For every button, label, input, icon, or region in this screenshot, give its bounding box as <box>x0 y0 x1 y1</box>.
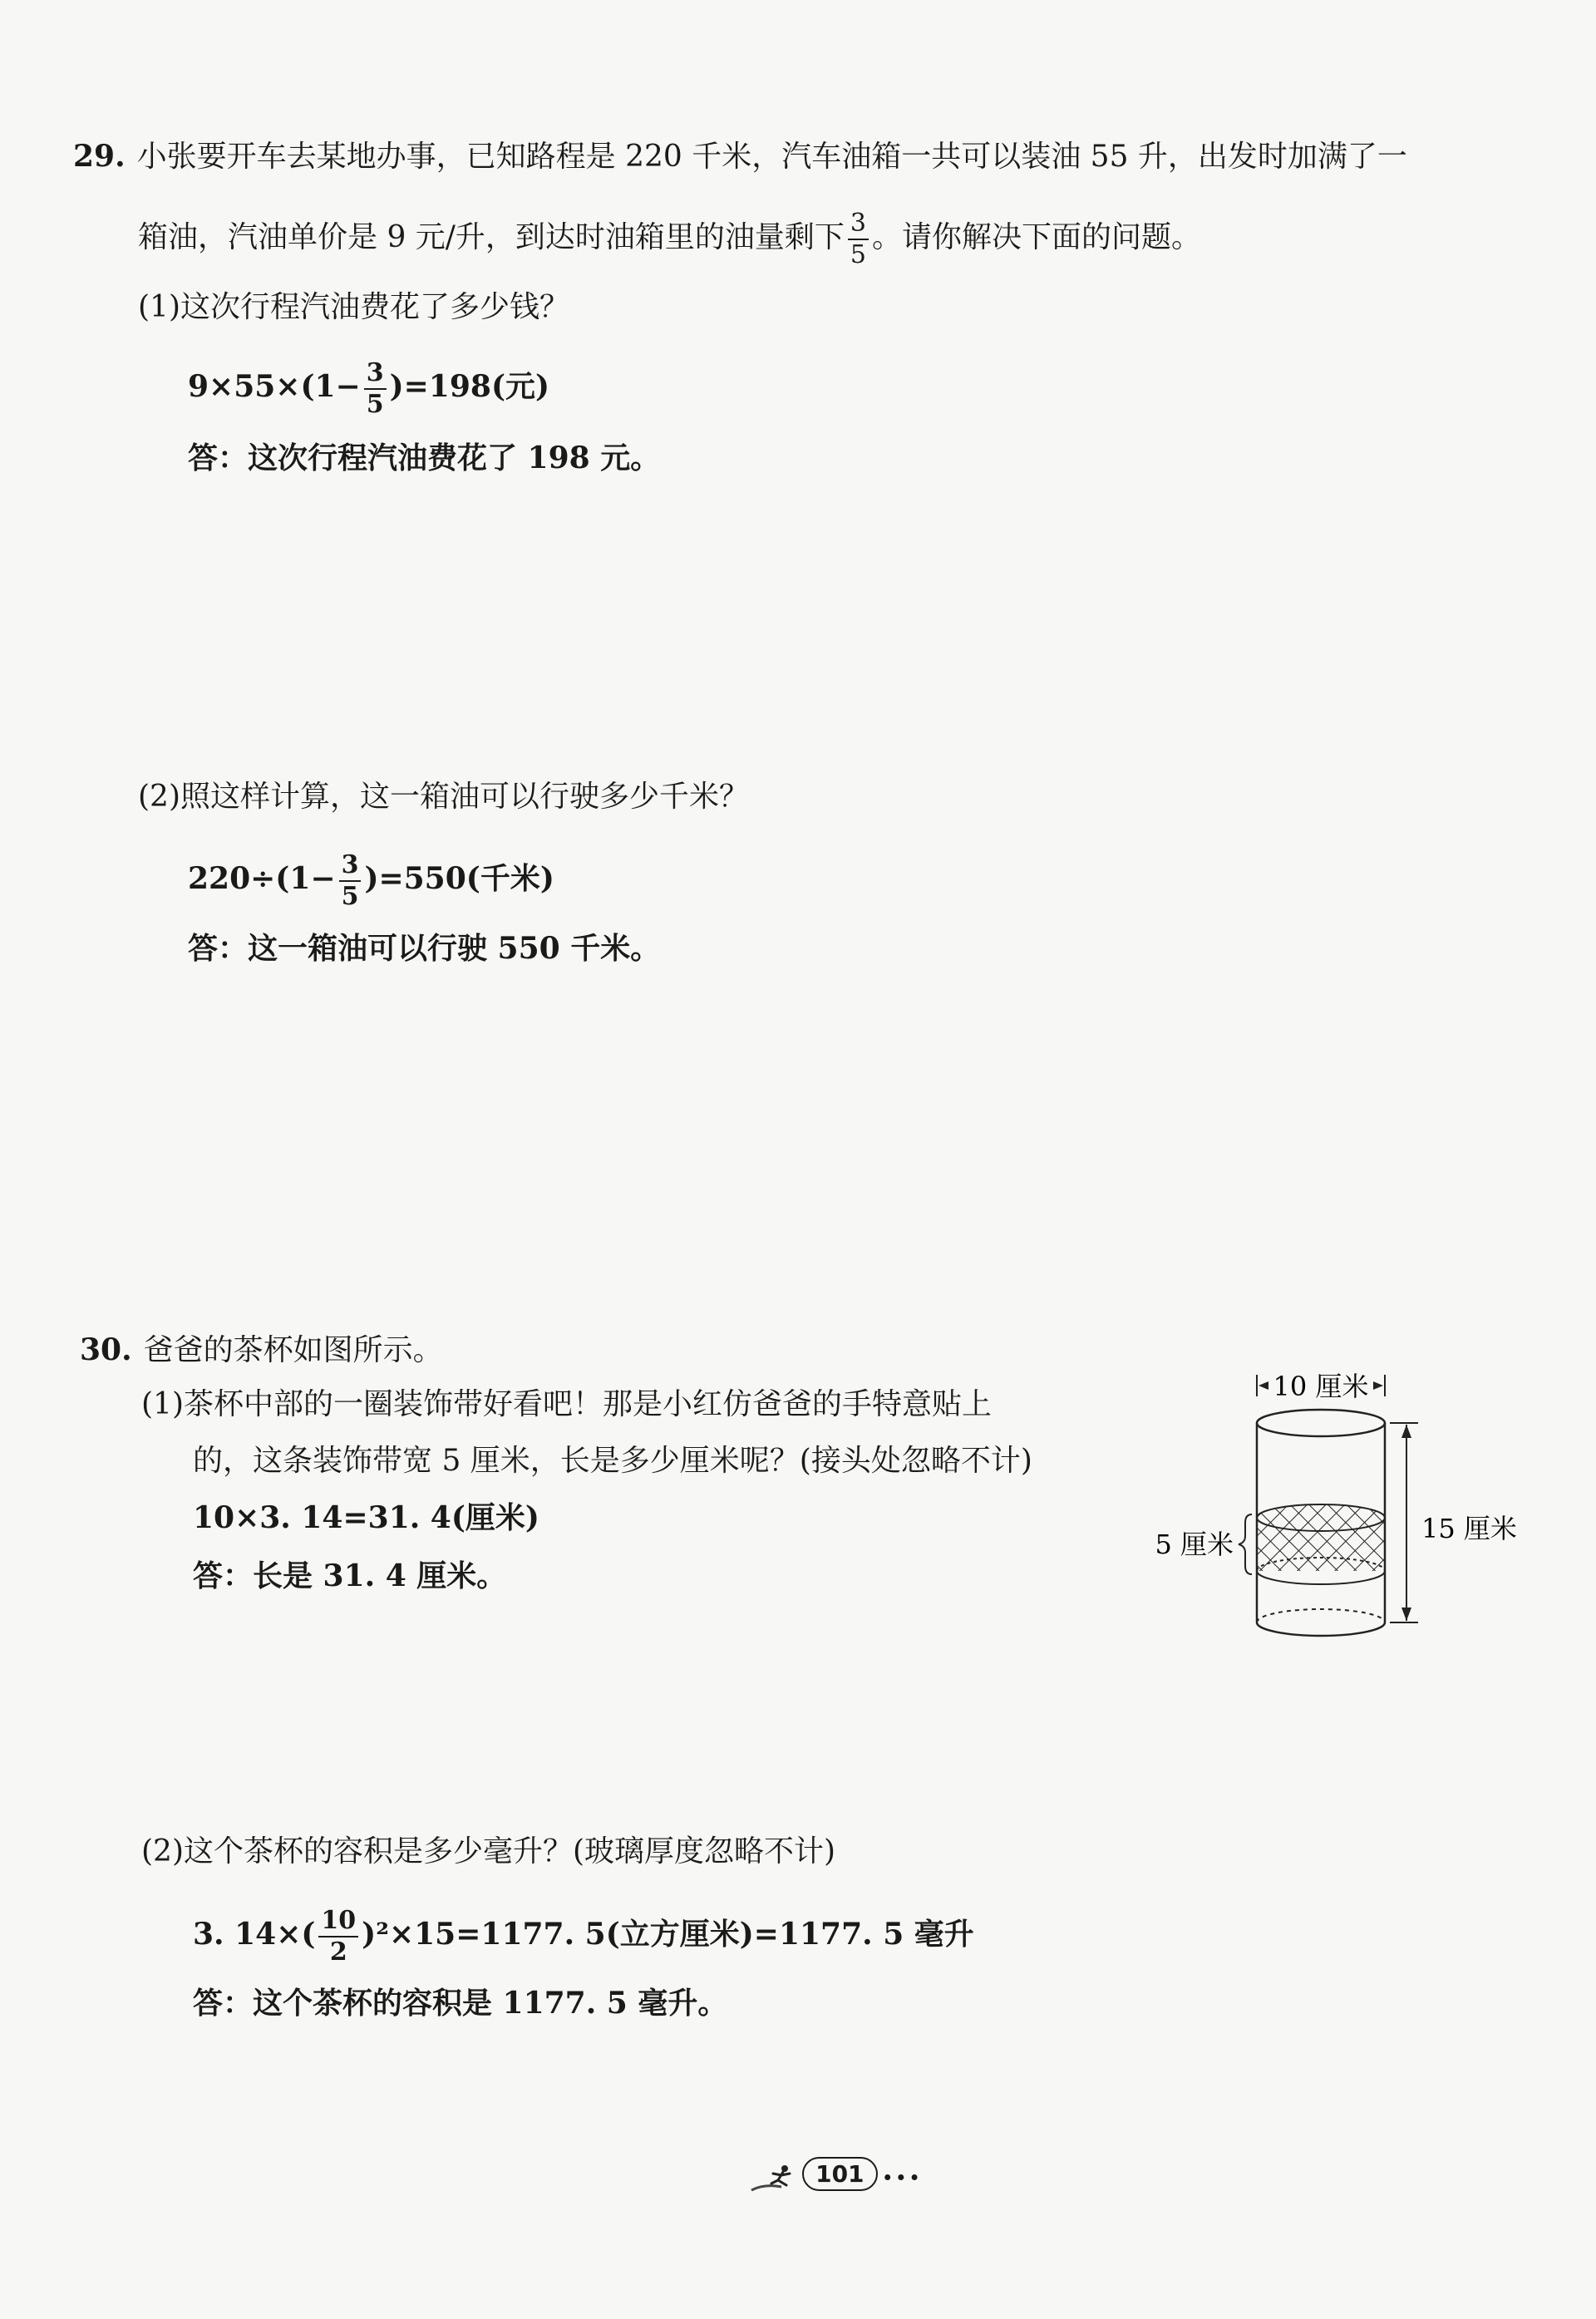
q30-stem-text: 爸爸的茶杯如图所示。 <box>143 1333 443 1367</box>
q29-stem-text3: 。请你解决下面的问题。 <box>872 220 1202 254</box>
band-label: 5 厘米 <box>1155 1529 1234 1560</box>
height-dimension <box>1390 1423 1517 1622</box>
q29-stem-line1 <box>73 136 1407 177</box>
q29-p2-calculation <box>188 850 554 911</box>
q29-number: 29. <box>73 139 126 174</box>
page-number: 101 <box>802 2157 877 2191</box>
fraction-numerator: 3 <box>848 211 869 240</box>
cylinder <box>1257 1410 1385 1636</box>
q29-p1-fraction <box>364 358 387 419</box>
tea-cup-figure <box>1139 1371 1517 1654</box>
q29-p2-question: (2)照这样计算，这一箱油可以行驶多少千米？ <box>138 780 749 814</box>
fraction-denominator: 2 <box>329 1937 347 1967</box>
q30-p2-fraction <box>318 1908 358 1965</box>
q29-p1-calculation <box>188 358 550 419</box>
calc-text: )²×15=1177. 5(立方厘米)=1177. 5 毫升 <box>362 1917 974 1952</box>
dots-decoration: ••• <box>881 2166 923 2190</box>
q29-stem-fraction <box>848 211 869 268</box>
q29-stem-text2: 箱油，汽油单价是 9 元/升，到达时油箱里的油量剩下 <box>138 220 845 254</box>
q30-p1-answer: 答：长是 31. 4 厘米。 <box>193 1558 507 1593</box>
calc-text: 3. 14×( <box>193 1917 316 1952</box>
height-label: 15 厘米 <box>1421 1513 1517 1544</box>
q29-p1-answer: 答：这次行程汽油费花了 198 元。 <box>188 441 661 475</box>
q30-p1-question-line2: 的，这条装饰带宽 5 厘米，长是多少厘米呢？(接头处忽略不计) <box>193 1444 1032 1478</box>
fraction-denominator: 5 <box>366 390 384 419</box>
q30-p1-question-line1: (1)茶杯中部的一圈装饰带好看吧！那是小红仿爸爸的手特意贴上 <box>141 1387 992 1421</box>
band-dimension <box>1155 1514 1252 1574</box>
q30-number: 30. <box>80 1332 132 1367</box>
fraction-numerator: 10 <box>318 1908 358 1937</box>
fraction-numerator: 3 <box>364 361 387 390</box>
q30-p2-calculation <box>193 1908 974 1965</box>
q29-stem-text1: 小张要开车去某地办事，已知路程是 220 千米，汽车油箱一共可以装油 55 升，出发时加满了一 <box>136 140 1407 174</box>
q30-p2-answer: 答：这个茶杯的容积是 1177. 5 毫升。 <box>193 1986 728 2021</box>
fraction-denominator: 5 <box>341 882 359 911</box>
page-footer <box>748 2157 922 2195</box>
calc-text: 9×55×(1− <box>188 369 361 404</box>
calc-text: )=198(元) <box>389 369 550 404</box>
fraction-numerator: 3 <box>339 853 362 882</box>
q30-stem <box>80 1330 443 1371</box>
diameter-label: 10 厘米 <box>1273 1371 1369 1402</box>
q29-stem-line2 <box>138 211 1201 268</box>
calc-text: 220÷(1− <box>188 861 336 896</box>
q29-p2-fraction <box>339 850 362 911</box>
diameter-dimension <box>1257 1371 1385 1402</box>
q29-p1-question: (1)这次行程汽油费花了多少钱？ <box>138 290 569 324</box>
q30-p2-question: (2)这个茶杯的容积是多少毫升？(玻璃厚度忽略不计) <box>141 1834 836 1868</box>
q30-p1-calculation: 10×3. 14=31. 4(厘米) <box>193 1500 539 1535</box>
q29-p2-answer: 答：这一箱油可以行驶 550 千米。 <box>188 931 661 966</box>
fraction-denominator: 5 <box>850 240 867 269</box>
runner-icon <box>748 2162 798 2195</box>
calc-text: )=550(千米) <box>364 861 554 896</box>
